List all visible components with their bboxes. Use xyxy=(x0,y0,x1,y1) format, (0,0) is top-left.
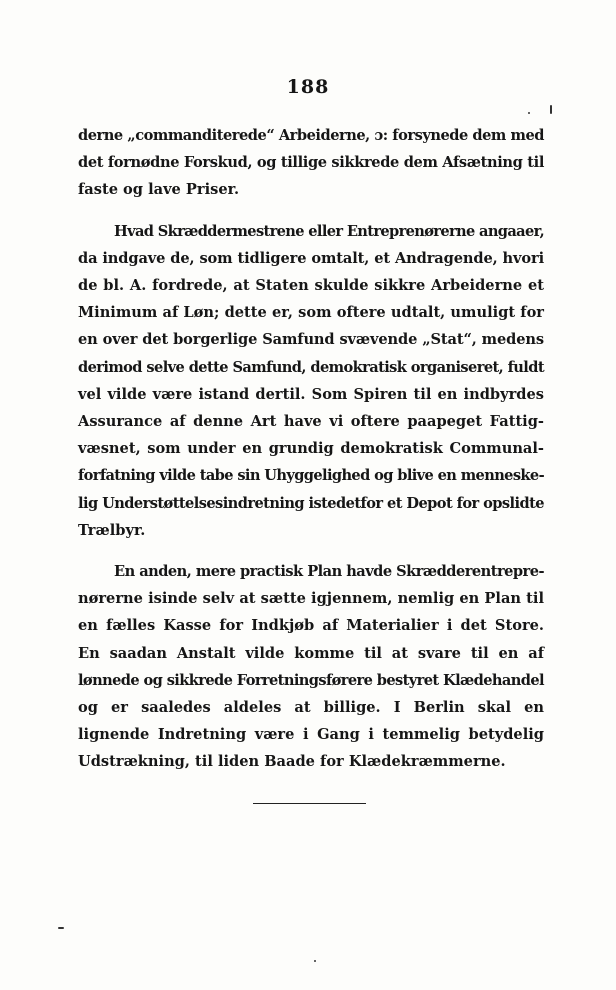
text-line: Udstrækning, til liden Baade for Klædekræmmerne. xyxy=(78,753,506,771)
text-line: nørerne isinde selv at sætte igjennem, nemlig en Plan til xyxy=(78,590,544,608)
text-line: væsnet, som under en grundig demokratisk Communal- xyxy=(78,440,544,458)
paragraph-1 xyxy=(78,122,544,204)
text-line: En saadan Anstalt vilde komme til at svare til en af xyxy=(78,644,544,662)
text-line: Minimum af Løn; dette er, som oftere udtalt, umuligt for xyxy=(78,304,544,322)
text-line: derimod selve dette Samfund, demokratisk organiseret, fuldt xyxy=(78,358,544,376)
end-rule xyxy=(253,803,366,804)
text-line: en fælles Kasse for Indkjøb af Materialier i det Store. xyxy=(78,617,544,635)
text-line: de bl. A. fordrede, at Staten skulde sikkre Arbeiderne et xyxy=(78,277,544,295)
text-line: da indgave de, som tidligere omtalt, et Andragende, hvori xyxy=(78,249,544,267)
paragraph-2 xyxy=(78,218,544,544)
text-line: lønnede og sikkrede Forretningsførere bestyret Klædehandel xyxy=(78,671,544,689)
text-line: Hvad Skræddermestrene eller Entreprenørerne angaaer, xyxy=(114,222,545,240)
page-number: 188 xyxy=(286,76,330,98)
text-line: Trælbyr. xyxy=(78,521,146,539)
text-line: det fornødne Forskud, og tillige sikkrede dem Afsætning til xyxy=(78,154,544,172)
text-line: En anden, mere practisk Plan havde Skrædderentrepre- xyxy=(114,563,544,581)
text-line: en over det borgerlige Samfund svævende „Stat“, medens xyxy=(78,331,544,349)
scan-speck xyxy=(314,960,316,962)
paragraph-3 xyxy=(78,558,544,776)
scan-speck xyxy=(528,112,530,114)
scan-speck xyxy=(550,105,552,114)
text-line: lignende Indretning være i Gang i temmelig betydelig xyxy=(78,726,544,744)
text-line: forfatning vilde tabe sin Uhyggelighed og blive en menneske- xyxy=(78,467,544,485)
scan-speck xyxy=(58,927,64,929)
text-line: lig Understøttelsesindretning istedetfor et Depot for opslidte xyxy=(78,494,545,512)
text-line: faste og lave Priser. xyxy=(78,181,240,199)
body-text xyxy=(78,122,544,803)
text-line: og er saaledes aldeles at billige. I Berlin skal en xyxy=(78,699,544,717)
text-line: derne „commanditerede“ Arbeiderne, ɔ: forsynede dem med xyxy=(78,127,544,144)
text-line: vel vilde være istand dertil. Som Spiren til en indbyrdes xyxy=(78,385,544,403)
text-line: Assurance af denne Art have vi oftere paapeget Fattig- xyxy=(78,413,544,431)
